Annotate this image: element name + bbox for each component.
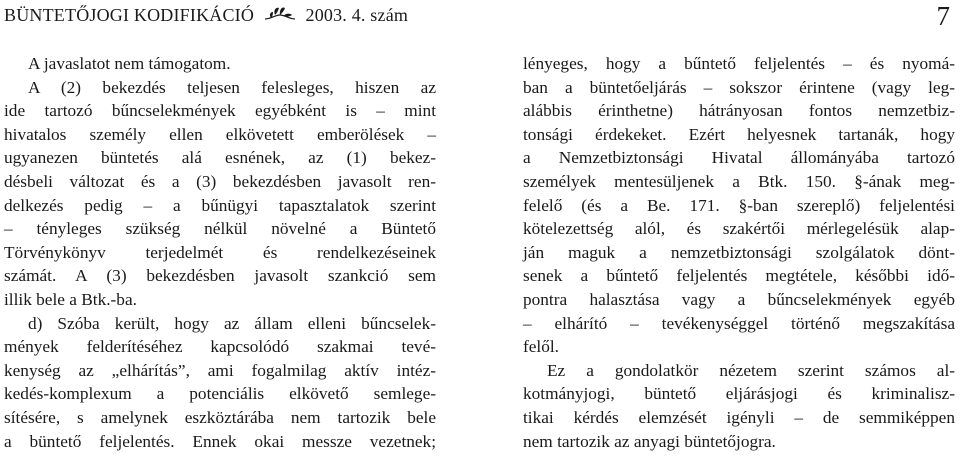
- text-line: tonsági érdekeket. Ezért helyesnek tartanák, hogy: [523, 124, 955, 144]
- text-line: ide tartozó bűncselekmények egyébként is – mint: [4, 101, 436, 121]
- running-head: [4, 5, 408, 26]
- text-line: felelő (és a Be. 171. §-ban szereplő) feljelentési: [523, 195, 955, 215]
- text-line: alábbis érinthetne) hátrányosan fontos nemzetbiz-: [523, 101, 955, 121]
- text-line: kötelezettség alól, és szakértői mérlegelésük alap-: [523, 219, 955, 239]
- text-line: a Nemzetbiztonsági Hivatal állományába tartozó: [523, 148, 955, 168]
- text-line: ján maguk a nemzetbiztonsági szolgálatok dönt-: [523, 242, 955, 262]
- text-line: ugyanezen büntetés alá esnének, az (1) bekez-: [4, 148, 436, 168]
- right-column: [523, 52, 955, 453]
- text-line: tikai kérdés elemzését igényli – de semmiképpen: [523, 407, 955, 427]
- text-line: lényeges, hogy a bűntető feljelentés – és nyomá-: [523, 54, 955, 73]
- text-line: személyek mentesüljenek a Btk. 150. §-ának meg-: [523, 171, 955, 191]
- text-line: számát. A (3) bekezdésben javasolt szankció sem: [4, 266, 436, 286]
- text-line: nem tartozik az anyagi büntetőjogra.: [523, 431, 776, 451]
- text-line: kedés-komplexum a potenciális elkövető semlege-: [4, 384, 436, 404]
- text-line: A javaslatot nem támogatom.: [28, 54, 231, 73]
- text-line: désbeli változat és a (3) bekezdésben javasolt ren-: [4, 171, 436, 191]
- issue-label: 2003. 4. szám: [305, 5, 409, 25]
- text-line: A (2) bekezdés teljesen felesleges, hiszen az: [28, 77, 436, 97]
- text-line: kotmányjogi, büntető eljárásjogi és kriminalisz-: [523, 384, 955, 404]
- text-line: pontra halasztása vagy a bűncselekmények egyéb: [523, 289, 955, 309]
- page-header: [4, 3, 954, 37]
- journal-title: BÜNTETŐJOGI KODIFIKÁCIÓ: [4, 5, 255, 25]
- text-line: sítésére, s amelynek eszköztárába nem tartozik bele: [4, 407, 436, 427]
- text-line: ban a büntetőeljárás – sokszor érintene (vagy leg-: [523, 77, 955, 97]
- text-line: illik bele a Btk.-ba.: [4, 289, 137, 309]
- text-line: Ez a gondolatkör nézetem szerint számos al-: [547, 360, 955, 380]
- text-line: felől.: [523, 337, 559, 357]
- text-line: Törvénykönyv terjedelmét és rendelkezéseinek: [4, 242, 436, 262]
- left-column: [4, 52, 436, 453]
- page-number: 7: [936, 1, 950, 31]
- text-line: – tényleges szükség nélkül növelné a Büntető: [4, 219, 436, 239]
- text-line: d) Szóba került, hogy az állam elleni bűncselek-: [28, 313, 436, 333]
- text-line: hivatalos személy ellen elkövetett emberölések –: [4, 124, 436, 144]
- text-line: mények felderítéséhez kapcsolódó szakmai tevé-: [4, 337, 436, 357]
- leaf-ornament-icon: [263, 6, 297, 24]
- text-line: kenység az „elhárítás”, ami fogalmilag aktív intéz-: [4, 360, 436, 380]
- text-line: delkezés pedig – a bűnügyi tapasztalatok szerint: [4, 195, 436, 215]
- text-line: senek a bűntető feljelentés megtétele, későbbi idő-: [523, 266, 955, 286]
- text-line: a büntető feljelentés. Ennek okai messze vezetnek;: [4, 431, 436, 451]
- text-line: – elhárító – tevékenységgel történő megszakítása: [523, 313, 955, 333]
